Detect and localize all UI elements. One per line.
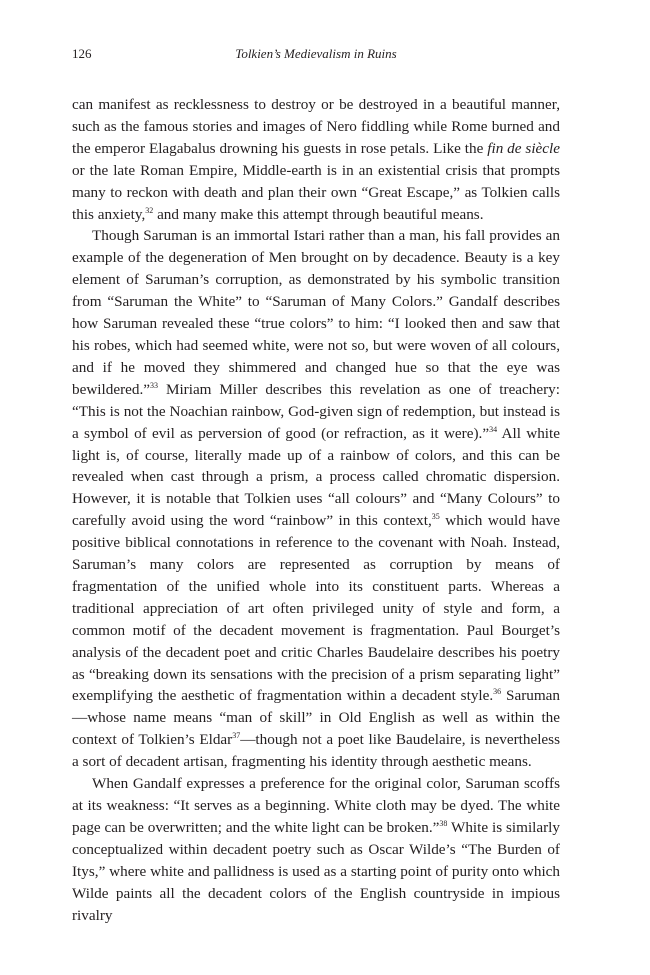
- paragraph: [72, 773, 560, 926]
- text-run: which would have positive biblical connotations in reference to the covenant with Noah. Instead, Saruman’s many colors are represented as corruption by means of fragmentation of the unified whole into its constituent parts. Whereas a traditional appreciation of art often privileged unity of style and form, a common motif of the decadent movement is fragmentation. Paul Bourget’s analysis of the decadent poet and critic Charles Baudelaire describes his poetry as “breaking down its sensations with the precision of a prism separating light” exemplifying the aesthetic of fragmentation within a decadent style.: [72, 512, 560, 705]
- text-run: Saruman—whose name means “man of skill” in Old English as well as within the context of Tolkien’s Eldar: [72, 687, 560, 749]
- text-run: and many make this attempt through beautiful means.: [153, 205, 484, 223]
- footnote-ref: 37: [232, 731, 241, 741]
- page-number: 126: [72, 46, 92, 61]
- paragraph: [72, 225, 560, 773]
- text-run: White is similarly conceptualized within decadent poetry such as Oscar Wilde’s “The Burden of Itys,” where white and pallidness is used as a starting point of purity onto which Wilde paints all the decadent colors of the English countryside in impious rivalry: [72, 818, 560, 924]
- body-text: [72, 94, 560, 926]
- footnote-ref: 36: [493, 687, 502, 697]
- footnote-ref: 33: [150, 380, 159, 390]
- footnote-ref: 32: [145, 205, 154, 215]
- text-run: All white light is, of course, literally made up of a rainbow of colors, and this can be revealed when cast through a prism, a process called chromatic dispersion. However, it is notable that Tolkien uses “all colours” and “Many Colours” to carefully avoid using the word “rainbow” in this context,: [72, 424, 560, 530]
- book-page: [72, 40, 560, 926]
- footnote-ref: 38: [439, 818, 448, 828]
- text-run: When Gandalf expresses a preference for the original color, Saruman scoffs at its weakness: “It serves as a beginning. White cloth may be dyed. The white page can be overwritten; and the white light can be broken.”: [72, 775, 560, 836]
- text-run: can manifest as recklessness to destroy or be destroyed in a beautiful manner, such as the famous stories and images of Nero fiddling while Rome burned and the emperor Elagabalus drowning his guests in rose petals. Like the: [72, 96, 560, 157]
- footnote-ref: 34: [489, 424, 498, 434]
- paragraph: [72, 94, 560, 225]
- italic-text: fin de siècle: [487, 139, 560, 157]
- footnote-ref: 35: [431, 512, 440, 522]
- text-run: Though Saruman is an immortal Istari rather than a man, his fall provides an example of the degeneration of Men brought on by decadence. Beauty is a key element of Saruman’s corruption, as demonstrated by his symbolic transition from “Saruman the White” to “Saruman of Many Colors.” Gandalf describes how Saruman revealed these “true colors” to him: “I looked then and saw that his robes, which had seemed white, were not so, but were woven of all colours, and if he moved they shimmered and changed hue so that the eye was bewildered.”: [72, 227, 560, 398]
- text-run: —though not a poet like Baudelaire, is nevertheless a sort of decadent artisan, fragmenting his identity through aesthetic means.: [72, 731, 560, 771]
- running-head: [72, 40, 560, 64]
- text-run: Miriam Miller describes this revelation as one of treachery: “This is not the Noachian rainbow, God-given sign of redemption, but instead is a symbol of evil as perversion of good (or refraction, as it were).”: [72, 380, 560, 442]
- text-run: or the late Roman Empire, Middle-earth is in an existential crisis that prompts many to reckon with death and plan their own “Great Escape,” as Tolkien calls this anxiety,: [72, 161, 560, 223]
- running-title: Tolkien’s Medievalism in Ruins: [235, 46, 397, 61]
